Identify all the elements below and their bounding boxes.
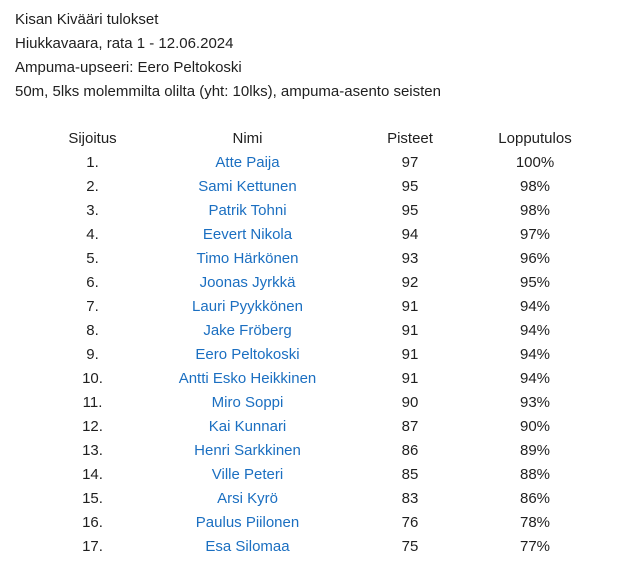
- result-cell: 93%: [519, 394, 551, 411]
- points-cell: 90: [401, 394, 419, 411]
- result-cell: 94%: [519, 298, 551, 315]
- competitor-name-link[interactable]: Arsi Kyrö: [217, 490, 278, 507]
- table-row: [40, 247, 600, 271]
- table-row: [40, 391, 600, 415]
- competitor-name-link[interactable]: Eevert Nikola: [202, 226, 293, 243]
- rank-cell: 3.: [86, 202, 99, 219]
- result-cell: 100%: [515, 154, 555, 171]
- competitor-name-link[interactable]: Timo Härkönen: [196, 250, 299, 267]
- rank-cell: 10.: [82, 370, 103, 387]
- points-cell: 75: [401, 538, 419, 555]
- points-cell: 91: [401, 370, 419, 387]
- table-row: [40, 439, 600, 463]
- name-cell: [145, 343, 350, 367]
- competitor-name-link[interactable]: Joonas Jyrkkä: [199, 274, 296, 291]
- rank-cell: 8.: [86, 322, 99, 339]
- points-cell: 94: [401, 226, 419, 243]
- rank-cell: 5.: [86, 250, 99, 267]
- table-row: [40, 535, 600, 559]
- name-cell: [145, 151, 350, 175]
- name-cell: [145, 199, 350, 223]
- name-cell: [145, 535, 350, 559]
- competitor-name-link[interactable]: Kai Kunnari: [208, 418, 287, 435]
- rank-cell: 17.: [82, 538, 103, 555]
- result-cell: 94%: [519, 370, 551, 387]
- result-cell: 88%: [519, 466, 551, 483]
- rank-cell: 6.: [86, 274, 99, 291]
- competition-description: 50m, 5lks molemmilta olilta (yht: 10lks), ampuma-asento seisten: [15, 83, 441, 100]
- competitor-name-link[interactable]: Lauri Pyykkönen: [192, 298, 303, 315]
- points-cell: 97: [401, 154, 419, 171]
- column-header-rank: Sijoitus: [68, 130, 117, 147]
- table-row: [40, 151, 600, 175]
- result-cell: 78%: [519, 514, 551, 531]
- table-row: [40, 343, 600, 367]
- points-cell: 76: [401, 514, 419, 531]
- name-cell: [145, 463, 350, 487]
- table-row: [40, 463, 600, 487]
- table-row: [40, 511, 600, 535]
- table-row: [40, 415, 600, 439]
- competitor-name-link[interactable]: Sami Kettunen: [198, 178, 297, 195]
- rank-cell: 14.: [82, 466, 103, 483]
- rank-cell: 12.: [82, 418, 103, 435]
- results-table: [40, 127, 600, 559]
- name-cell: [145, 319, 350, 343]
- result-cell: 98%: [519, 202, 551, 219]
- name-cell: [145, 367, 350, 391]
- rank-cell: 9.: [86, 346, 99, 363]
- name-cell: [145, 415, 350, 439]
- rank-cell: 7.: [86, 298, 99, 315]
- rank-cell: 11.: [82, 394, 103, 411]
- column-header-result: Lopputulos: [498, 130, 572, 147]
- name-cell: [145, 511, 350, 535]
- points-cell: 91: [401, 346, 419, 363]
- rank-cell: 2.: [86, 178, 99, 195]
- table-row: [40, 199, 600, 223]
- points-cell: 92: [401, 274, 419, 291]
- page-title: Kisan Kivääri tulokset: [15, 11, 159, 28]
- name-cell: [145, 223, 350, 247]
- competitor-name-link[interactable]: Miro Soppi: [211, 394, 284, 411]
- table-row: [40, 295, 600, 319]
- name-cell: [145, 439, 350, 463]
- points-cell: 95: [401, 202, 419, 219]
- result-cell: 94%: [519, 322, 551, 339]
- points-cell: 93: [401, 250, 419, 267]
- location-date: Hiukkavaara, rata 1 - 12.06.2024: [15, 35, 234, 52]
- competitor-name-link[interactable]: Eero Peltokoski: [195, 346, 300, 363]
- rank-cell: 1.: [86, 154, 99, 171]
- points-cell: 87: [401, 418, 419, 435]
- competitor-name-link[interactable]: Esa Silomaa: [205, 538, 290, 555]
- result-cell: 97%: [519, 226, 551, 243]
- points-cell: 95: [401, 178, 419, 195]
- table-row: [40, 487, 600, 511]
- column-header-name: Nimi: [232, 130, 263, 147]
- points-cell: 85: [401, 466, 419, 483]
- name-cell: [145, 391, 350, 415]
- points-cell: 86: [401, 442, 419, 459]
- result-cell: 94%: [519, 346, 551, 363]
- rank-cell: 13.: [82, 442, 103, 459]
- result-cell: 86%: [519, 490, 551, 507]
- result-cell: 96%: [519, 250, 551, 267]
- competitor-name-link[interactable]: Henri Sarkkinen: [194, 442, 301, 459]
- rank-cell: 4.: [86, 226, 99, 243]
- result-cell: 98%: [519, 178, 551, 195]
- result-cell: 95%: [519, 274, 551, 291]
- name-cell: [145, 487, 350, 511]
- name-cell: [145, 175, 350, 199]
- name-cell: [145, 295, 350, 319]
- points-cell: 91: [401, 322, 419, 339]
- competitor-name-link[interactable]: Ville Peteri: [211, 466, 284, 483]
- table-row: [40, 319, 600, 343]
- result-cell: 89%: [519, 442, 551, 459]
- rank-cell: 15.: [82, 490, 103, 507]
- rank-cell: 16.: [82, 514, 103, 531]
- table-row: [40, 367, 600, 391]
- competitor-name-link[interactable]: Antti Esko Heikkinen: [178, 370, 317, 387]
- table-row: [40, 175, 600, 199]
- points-cell: 91: [401, 298, 419, 315]
- competitor-name-link[interactable]: Jake Fröberg: [203, 322, 292, 339]
- table-row: [40, 223, 600, 247]
- results-header: [15, 8, 441, 104]
- competitor-name-link[interactable]: Atte Paija: [215, 154, 280, 171]
- table-row: [40, 271, 600, 295]
- column-header-points: Pisteet: [387, 130, 433, 147]
- competitor-name-link[interactable]: Patrik Tohni: [208, 202, 287, 219]
- result-cell: 77%: [519, 538, 551, 555]
- results-body: [40, 151, 600, 559]
- table-header-row: [40, 127, 600, 151]
- name-cell: [145, 271, 350, 295]
- result-cell: 90%: [519, 418, 551, 435]
- name-cell: [145, 247, 350, 271]
- competitor-name-link[interactable]: Paulus Piilonen: [195, 514, 300, 531]
- range-officer: Ampuma-upseeri: Eero Peltokoski: [15, 59, 242, 76]
- points-cell: 83: [401, 490, 419, 507]
